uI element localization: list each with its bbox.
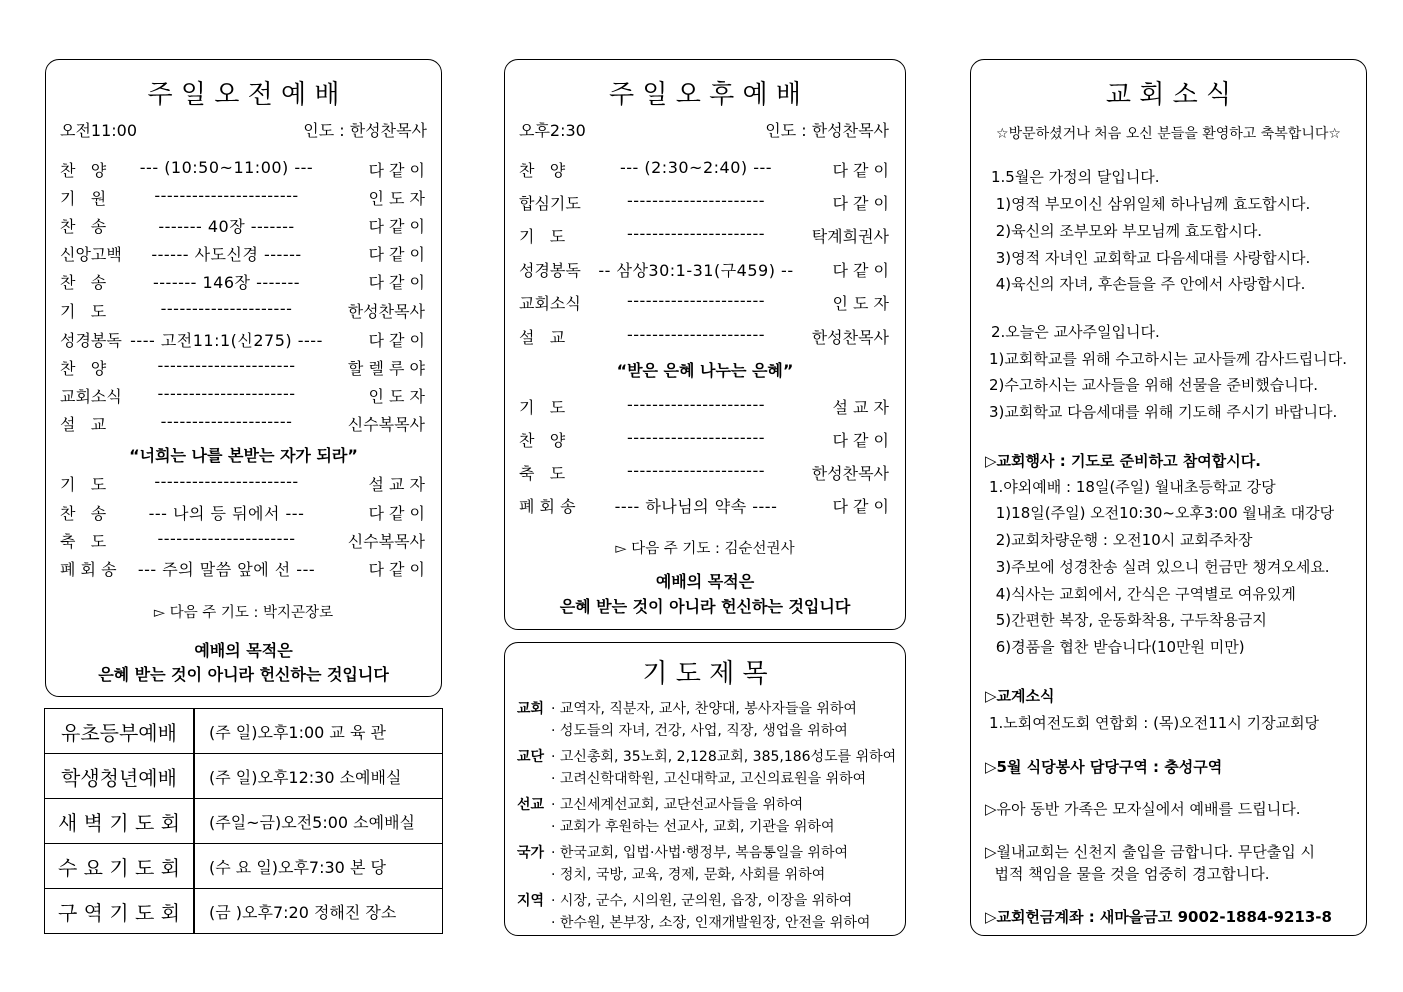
prayer-topics-box — [504, 642, 906, 936]
news-line: 1)영적 부모이신 삼위일체 하나님께 효도합시다. — [991, 195, 1311, 213]
order-leader-line: ------ 사도신경 ------ — [151, 245, 302, 264]
news-line: 2)수고하시는 교사들을 위해 선물을 준비했습니다. — [989, 376, 1319, 394]
schedule-name: 새 벽 기 도 회 — [45, 799, 195, 844]
order-label: 설 교 — [60, 415, 107, 434]
order-value: 다 같 이 — [832, 431, 889, 450]
order-leader-line: --- (10:50~11:00) --- — [139, 158, 314, 177]
order-row — [46, 214, 441, 234]
prayer-category: 국가 — [517, 845, 545, 861]
table-row — [45, 709, 443, 754]
table-row — [45, 799, 443, 844]
order-value: 인 도 자 — [368, 387, 425, 406]
order-value: 다 같 이 — [368, 245, 425, 264]
prayer-line: · 성도들의 자녀, 건강, 사업, 직장, 생업을 위하여 — [551, 723, 848, 739]
morning-time: 오전11:00 — [60, 121, 138, 140]
order-leader-line: ---------------------- — [626, 224, 765, 243]
news-line: 법적 책임을 물을 것을 엄중히 경고합니다. — [985, 865, 1270, 883]
prayer-line: · 한수원, 본부장, 소장, 인재개발원장, 안전을 위하여 — [551, 915, 871, 931]
news-title: 교 회 소 식 — [1105, 80, 1232, 110]
order-row — [505, 494, 905, 514]
schedule-name: 학생청년예배 — [45, 754, 195, 799]
order-row — [505, 291, 905, 311]
schedule-name: 구 역 기 도 회 — [45, 889, 195, 934]
order-value: 다 같 이 — [832, 194, 889, 213]
order-leader-line: ---------------------- — [626, 428, 765, 447]
order-row — [46, 472, 441, 492]
order-row — [505, 428, 905, 448]
news-line: 2)교회차량운행 : 오전10시 교회주차장 — [991, 531, 1253, 549]
news-line: 3)교회학교 다음세대를 위해 기도해 주시기 바랍니다. — [989, 403, 1338, 421]
order-leader-line: ----------------------- — [154, 186, 299, 205]
order-row — [46, 384, 441, 404]
order-row — [46, 412, 441, 432]
order-value: 다 같 이 — [368, 504, 425, 523]
order-label: 기 도 — [60, 302, 107, 321]
order-leader-line: ------- 146장 ------- — [153, 273, 300, 292]
order-leader-line: ---------------------- — [157, 529, 296, 548]
order-value: 인 도 자 — [368, 189, 425, 208]
order-label: 교회소식 — [519, 294, 581, 313]
prayer-line: · 교역자, 직분자, 교사, 찬양대, 봉사자들을 위하여 — [551, 701, 857, 717]
news-line: 2)육신의 조부모와 부모님께 효도합시다. — [991, 222, 1263, 240]
schedule-value: (주 일)오후1:00 교 육 관 — [194, 709, 443, 754]
news-line: ▷교회행사 : 기도로 준비하고 참여합시다. — [985, 452, 1261, 470]
news-line: 1)18일(주일) 오전10:30~오후3:00 월내초 대강당 — [991, 504, 1335, 522]
morning-sermon-title: “너희는 나를 본받는 자가 되라” — [129, 446, 358, 465]
order-value: 한성찬목사 — [811, 464, 889, 483]
order-label: 찬 양 — [519, 161, 566, 180]
news-line: 4)육신의 자녀, 후손들을 주 안에서 사랑합시다. — [991, 275, 1306, 293]
order-label: 성경봉독 — [519, 261, 581, 280]
news-line: 4)식사는 교회에서, 간식은 구역별로 여유있게 — [991, 585, 1296, 603]
order-label: 기 도 — [519, 398, 566, 417]
news-line: ▷교계소식 — [985, 687, 1055, 705]
afternoon-purpose-2: 은혜 받는 것이 아니라 헌신하는 것입니다 — [559, 597, 851, 616]
news-line: 1.노회여전도회 연합회 : (목)오전11시 기장교회당 — [989, 714, 1320, 732]
news-line: ▷교회헌금계좌 : 새마을금고 9002-1884-9213-8 — [985, 908, 1332, 926]
schedule-value: (주 일)오후12:30 소예배실 — [194, 754, 443, 799]
prayer-line: · 고신총회, 35노회, 2,128교회, 385,186성도를 위하여 — [551, 749, 897, 765]
order-value: 인 도 자 — [832, 294, 889, 313]
news-line: 1.5월은 가정의 달입니다. — [991, 168, 1160, 186]
news-welcome: ☆방문하셨거나 처음 오신 분들을 환영하고 축복합니다☆ — [996, 126, 1341, 142]
order-value: 다 같 이 — [368, 161, 425, 180]
order-row — [46, 299, 441, 319]
news-line: 5)간편한 복장, 운동화착용, 구두착용금지 — [991, 611, 1267, 629]
schedule-name: 유초등부예배 — [45, 709, 195, 754]
morning-worship-box — [45, 59, 442, 697]
news-line: ▷월내교회는 신천지 출입을 금합니다. 무단출입 시 — [985, 843, 1315, 861]
schedule-value: (주일~금)오전5:00 소예배실 — [194, 799, 443, 844]
order-row — [505, 258, 905, 278]
order-leader-line: ---- 고전11:1(신275) ---- — [130, 331, 323, 350]
order-label: 기 원 — [60, 189, 107, 208]
order-label: 합심기도 — [519, 194, 581, 213]
order-leader-line: ---------------------- — [626, 325, 765, 344]
order-label: 신앙고백 — [60, 245, 122, 264]
order-value: 다 같 이 — [368, 273, 425, 292]
table-row — [45, 754, 443, 799]
morning-purpose-2: 은혜 받는 것이 아니라 헌신하는 것입니다 — [98, 665, 389, 684]
prayer-line: · 정치, 국방, 교육, 경제, 문화, 사회를 위하여 — [551, 867, 826, 883]
order-row — [505, 461, 905, 481]
order-value: 설 교 자 — [368, 475, 425, 494]
order-value: 신수복목사 — [347, 532, 425, 551]
order-row — [505, 224, 905, 244]
order-value: 다 같 이 — [368, 560, 425, 579]
order-value: 신수복목사 — [347, 415, 425, 434]
order-row — [46, 501, 441, 521]
order-row — [46, 328, 441, 348]
order-value: 다 같 이 — [832, 261, 889, 280]
news-line: ▷5월 식당봉사 담당구역 : 충성구역 — [985, 758, 1223, 776]
order-value: 한성찬목사 — [347, 302, 425, 321]
afternoon-sermon-title: “받은 은혜 나누는 은혜” — [616, 361, 794, 380]
schedule-table — [44, 708, 443, 934]
order-label: 기 도 — [519, 227, 566, 246]
order-row — [46, 158, 441, 178]
news-line: 6)경품을 협찬 받습니다(10만원 미만) — [991, 638, 1245, 656]
news-line: 1.야외예배 : 18일(주일) 월내초등학교 강당 — [989, 478, 1276, 496]
order-value: 설 교 자 — [832, 398, 889, 417]
order-leader-line: ---------------------- — [626, 191, 765, 210]
order-row — [46, 557, 441, 577]
order-leader-line: ---------------------- — [157, 356, 296, 375]
prayer-category: 지역 — [517, 893, 545, 909]
afternoon-next-prayer: ▻ 다음 주 기도 : 김순선권사 — [615, 541, 795, 557]
order-leader-line: ---------------------- — [626, 395, 765, 414]
order-label: 교회소식 — [60, 387, 122, 406]
prayer-line: · 시장, 군수, 시의원, 군의원, 읍장, 이장을 위하여 — [551, 893, 853, 909]
prayer-title: 기 도 제 목 — [642, 659, 768, 689]
prayer-line: · 교회가 후원하는 선교사, 교회, 기관을 위하여 — [551, 819, 835, 835]
afternoon-time: 오후2:30 — [519, 121, 586, 140]
order-row — [46, 529, 441, 549]
order-value: 다 같 이 — [368, 331, 425, 350]
news-line: 2.오늘은 교사주일입니다. — [991, 323, 1160, 341]
prayer-line: · 고려신학대학원, 고신대학교, 고신의료원을 위하여 — [551, 771, 867, 787]
order-label: 찬 송 — [60, 273, 107, 292]
morning-leader: 인도 : 한성찬목사 — [303, 121, 427, 140]
order-leader-line: ---------------------- — [626, 291, 765, 310]
order-leader-line: --------------------- — [160, 412, 293, 431]
order-value: 다 같 이 — [368, 217, 425, 236]
order-label: 찬 양 — [60, 161, 107, 180]
morning-next-prayer: ▻ 다음 주 기도 : 박지곤장로 — [153, 605, 334, 621]
news-line: ▷유아 동반 가족은 모자실에서 예배를 드립니다. — [985, 800, 1301, 818]
order-label: 폐 회 송 — [519, 497, 576, 516]
order-row — [46, 270, 441, 290]
schedule-name: 수 요 기 도 회 — [45, 844, 195, 889]
order-label: 폐 회 송 — [60, 560, 117, 579]
order-leader-line: ---- 하나님의 약속 ---- — [614, 497, 778, 516]
order-leader-line: --- 주의 말씀 앞에 선 --- — [137, 560, 316, 579]
afternoon-purpose-1: 예배의 목적은 — [655, 572, 755, 591]
table-row — [45, 844, 443, 889]
schedule-value: (금 )오후7:20 정해진 장소 — [194, 889, 443, 934]
order-leader-line: ------- 40장 ------- — [158, 217, 295, 236]
order-leader-line: ----------------------- — [154, 472, 299, 491]
order-row — [505, 191, 905, 211]
order-value: 할 렐 루 야 — [347, 359, 425, 378]
order-value: 다 같 이 — [832, 161, 889, 180]
order-leader-line: --------------------- — [160, 299, 293, 318]
order-value: 다 같 이 — [832, 497, 889, 516]
order-row — [46, 186, 441, 206]
order-row — [46, 356, 441, 376]
morning-title: 주 일 오 전 예 배 — [147, 80, 340, 110]
order-label: 찬 양 — [519, 431, 566, 450]
order-label: 찬 송 — [60, 217, 107, 236]
prayer-line: · 고신세계선교회, 교단선교사들을 위하여 — [551, 797, 804, 813]
order-row — [505, 325, 905, 345]
order-label: 성경봉독 — [60, 331, 122, 350]
order-leader-line: --- (2:30~2:40) --- — [619, 158, 773, 177]
prayer-category: 선교 — [517, 797, 545, 813]
news-line: 3)주보에 성경찬송 실려 있으니 헌금만 챙겨오세요. — [991, 558, 1330, 576]
order-row — [46, 242, 441, 262]
afternoon-worship-box — [504, 59, 906, 630]
news-line: 3)영적 자녀인 교회학교 다음세대를 사랑합시다. — [991, 249, 1311, 267]
prayer-category: 교단 — [517, 749, 545, 765]
church-news-box — [970, 59, 1367, 936]
order-label: 기 도 — [60, 475, 107, 494]
schedule-value: (수 요 일)오후7:30 본 당 — [194, 844, 443, 889]
order-value: 한성찬목사 — [811, 328, 889, 347]
order-leader-line: -- 삼상30:1-31(구459) -- — [598, 261, 794, 280]
order-leader-line: --- 나의 등 뒤에서 --- — [148, 504, 305, 523]
prayer-category: 교회 — [517, 701, 545, 717]
order-leader-line: ---------------------- — [157, 384, 296, 403]
order-label: 축 도 — [60, 532, 107, 551]
afternoon-leader: 인도 : 한성찬목사 — [765, 121, 889, 140]
order-row — [505, 395, 905, 415]
order-label: 축 도 — [519, 464, 566, 483]
table-row — [45, 889, 443, 934]
news-line: 1)교회학교를 위해 수고하시는 교사들께 감사드립니다. — [989, 350, 1348, 368]
order-label: 찬 송 — [60, 504, 107, 523]
order-leader-line: ---------------------- — [626, 461, 765, 480]
order-label: 설 교 — [519, 328, 566, 347]
order-row — [505, 158, 905, 178]
order-value: 탁계희권사 — [811, 227, 889, 246]
morning-purpose-1: 예배의 목적은 — [194, 641, 293, 660]
afternoon-title: 주 일 오 후 예 배 — [608, 80, 802, 110]
prayer-line: · 한국교회, 입법·사법·행정부, 복음통일을 위하여 — [551, 845, 849, 861]
order-label: 찬 양 — [60, 359, 107, 378]
